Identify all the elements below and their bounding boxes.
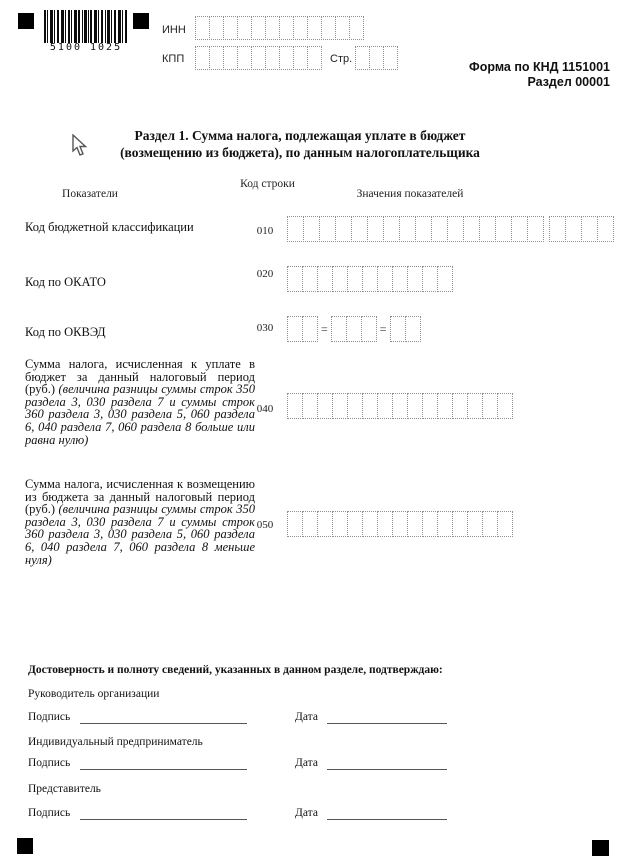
date-line-2[interactable] [327, 769, 447, 770]
cell-group [390, 316, 421, 342]
digit-cell[interactable] [209, 46, 224, 70]
digit-cell[interactable] [265, 46, 280, 70]
row-label-okved: Код по ОКВЭД [25, 325, 106, 339]
digit-cell[interactable] [303, 216, 320, 242]
registration-mark-bottom-right [592, 840, 609, 856]
digit-cell[interactable] [251, 16, 266, 40]
digit-cell[interactable] [293, 16, 308, 40]
column-header-indicators: Показатели [62, 188, 118, 200]
form-number [469, 60, 610, 90]
column-header-values: Значения показателей [356, 188, 464, 200]
cell-group [355, 46, 398, 70]
digit-cell[interactable] [317, 393, 333, 419]
cell-group [287, 511, 513, 537]
digit-cell[interactable] [422, 393, 438, 419]
digit-cell[interactable] [463, 216, 480, 242]
digit-cell[interactable] [287, 216, 304, 242]
digit-cell[interactable] [287, 266, 303, 292]
digit-cell[interactable] [581, 216, 598, 242]
digit-cell[interactable] [407, 511, 423, 537]
cell-group [195, 16, 364, 40]
kpp-label: КПП [162, 53, 185, 65]
form-knd-line: Форма по КНД 1151001 [469, 60, 610, 74]
signature-line-2[interactable] [80, 769, 247, 770]
digit-cell[interactable] [565, 216, 582, 242]
digit-cell[interactable] [321, 16, 336, 40]
registration-mark-top-left [18, 13, 34, 29]
digit-cell[interactable] [399, 216, 416, 242]
signature-label-3: Подпись [28, 807, 71, 819]
digit-cell[interactable] [383, 216, 400, 242]
cell-group-separator: = [379, 321, 387, 336]
digit-cell[interactable] [407, 266, 423, 292]
signer-head-of-organization: Руководитель организации [28, 688, 160, 700]
registration-mark-bottom-left [17, 838, 33, 854]
cell-group-separator: = [321, 321, 328, 336]
section-title-line2: (возмещению из бюджета), по данным налогоплательщика [120, 145, 480, 160]
digit-cell[interactable] [467, 393, 483, 419]
registration-mark-top-inner [133, 13, 149, 29]
digit-cell[interactable] [369, 46, 384, 70]
row-code-020: 020 [256, 268, 274, 280]
inn-label: ИНН [162, 24, 186, 36]
field-kbk[interactable] [287, 216, 614, 242]
column-header-line-code: Код строки [240, 178, 295, 190]
digit-cell[interactable] [347, 511, 363, 537]
digit-cell[interactable] [437, 393, 453, 419]
field-okato[interactable] [287, 266, 453, 292]
digit-cell[interactable] [287, 316, 303, 342]
digit-cell[interactable] [347, 266, 363, 292]
page-number-field[interactable] [355, 46, 398, 70]
digit-cell[interactable] [302, 393, 318, 419]
signature-label-2: Подпись [28, 757, 71, 769]
row-code-030: 030 [256, 322, 274, 334]
signature-line-1[interactable] [80, 723, 247, 724]
digit-cell[interactable] [495, 216, 512, 242]
cell-group [287, 266, 453, 292]
digit-cell[interactable] [307, 16, 322, 40]
digit-cell[interactable] [422, 511, 438, 537]
form-section-line: Раздел 00001 [527, 75, 610, 89]
digit-cell[interactable] [293, 46, 308, 70]
digit-cell[interactable] [467, 511, 483, 537]
date-label-1: Дата [295, 711, 318, 723]
digit-cell[interactable] [331, 316, 347, 342]
cell-group [195, 46, 322, 70]
date-label-3: Дата [295, 807, 318, 819]
digit-cell[interactable] [422, 266, 438, 292]
field-okved[interactable] [287, 316, 421, 342]
digit-cell[interactable] [407, 393, 423, 419]
digit-cell[interactable] [223, 16, 238, 40]
digit-cell[interactable] [287, 393, 303, 419]
digit-cell[interactable] [349, 16, 364, 40]
digit-cell[interactable] [452, 511, 468, 537]
digit-cell[interactable] [332, 393, 348, 419]
digit-cell[interactable] [332, 266, 348, 292]
digit-cell[interactable] [279, 16, 294, 40]
digit-cell[interactable] [237, 16, 252, 40]
digit-cell[interactable] [497, 511, 513, 537]
digit-cell[interactable] [362, 511, 378, 537]
digit-cell[interactable] [415, 216, 432, 242]
section-title-line1: Раздел 1. Сумма налога, подлежащая уплате в бюджет [134, 128, 466, 143]
digit-cell[interactable] [431, 216, 448, 242]
digit-cell[interactable] [287, 511, 303, 537]
digit-cell[interactable] [447, 216, 464, 242]
field-tax-refund[interactable] [287, 511, 513, 537]
section-title [0, 127, 600, 161]
digit-cell[interactable] [361, 316, 377, 342]
digit-cell[interactable] [497, 393, 513, 419]
digit-cell[interactable] [351, 216, 368, 242]
digit-cell[interactable] [195, 46, 210, 70]
digit-cell[interactable] [597, 216, 614, 242]
digit-cell[interactable] [452, 393, 468, 419]
digit-cell[interactable] [265, 16, 280, 40]
cell-group [287, 316, 318, 342]
signer-individual-entrepreneur: Индивидуальный предприниматель [28, 736, 203, 748]
row-label-tax-payable: Сумма налога, исчисленная к уплате в бюджет за данный налоговый период (руб.) (величина разницы суммы строк 350 раздела 3, 030 раздела 7 и суммы строк 360 раздела 3, 030 раздела 5, 060 раздела 6, 040 раздела 7, 060 раздела 8 больше или равна нулю) [25, 357, 255, 447]
signature-label-1: Подпись [28, 711, 71, 723]
digit-cell[interactable] [405, 316, 421, 342]
digit-cell[interactable] [362, 393, 378, 419]
digit-cell[interactable] [377, 266, 393, 292]
signature-line-3[interactable] [80, 819, 247, 820]
signer-representative: Представитель [28, 783, 101, 795]
digit-cell[interactable] [335, 216, 352, 242]
row-label-kbk: Код бюджетной классификации [25, 220, 194, 234]
digit-cell[interactable] [335, 16, 350, 40]
digit-cell[interactable] [392, 511, 408, 537]
digit-cell[interactable] [279, 46, 294, 70]
digit-cell[interactable] [367, 216, 384, 242]
digit-cell[interactable] [319, 216, 336, 242]
digit-cell[interactable] [317, 511, 333, 537]
digit-cell[interactable] [302, 266, 318, 292]
digit-cell[interactable] [482, 393, 498, 419]
cell-group [549, 216, 614, 242]
date-label-2: Дата [295, 757, 318, 769]
digit-cell[interactable] [482, 511, 498, 537]
row-code-050: 050 [256, 519, 274, 531]
digit-cell[interactable] [237, 46, 252, 70]
cell-group [287, 216, 544, 242]
cell-group [331, 316, 377, 342]
row-label-okato: Код по ОКАТО [25, 275, 106, 289]
digit-cell[interactable] [195, 16, 210, 40]
barcode [44, 10, 128, 43]
row-code-010: 010 [256, 225, 274, 237]
digit-cell[interactable] [549, 216, 566, 242]
digit-cell[interactable] [437, 511, 453, 537]
field-tax-payable[interactable] [287, 393, 513, 419]
digit-cell[interactable] [362, 266, 378, 292]
digit-cell[interactable] [479, 216, 496, 242]
digit-cell[interactable] [511, 216, 528, 242]
date-line-3[interactable] [327, 819, 447, 820]
digit-cell[interactable] [251, 46, 266, 70]
digit-cell[interactable] [223, 46, 238, 70]
page-number-label: Стр. [330, 53, 353, 65]
digit-cell[interactable] [377, 393, 393, 419]
cell-group [287, 393, 513, 419]
digit-cell[interactable] [209, 16, 224, 40]
digit-cell[interactable] [390, 316, 406, 342]
digit-cell[interactable] [383, 46, 398, 70]
inn-field[interactable] [195, 16, 364, 40]
digit-cell[interactable] [392, 393, 408, 419]
date-line-1[interactable] [327, 723, 447, 724]
row-code-040: 040 [256, 403, 274, 415]
digit-cell[interactable] [347, 393, 363, 419]
digit-cell[interactable] [437, 266, 453, 292]
kpp-field[interactable] [195, 46, 322, 70]
digit-cell[interactable] [302, 316, 318, 342]
confirmation-statement: Достоверность и полноту сведений, указанных в данном разделе, подтверждаю: [28, 664, 443, 676]
digit-cell[interactable] [527, 216, 544, 242]
digit-cell[interactable] [392, 266, 408, 292]
digit-cell[interactable] [307, 46, 322, 70]
digit-cell[interactable] [317, 266, 333, 292]
digit-cell[interactable] [332, 511, 348, 537]
digit-cell[interactable] [346, 316, 362, 342]
digit-cell[interactable] [355, 46, 370, 70]
digit-cell[interactable] [377, 511, 393, 537]
digit-cell[interactable] [302, 511, 318, 537]
row-label-tax-refund: Сумма налога, исчисленная к возмещению из бюджета за данный налоговый период (руб.) (величина разницы суммы строк 350 раздела 3, 030 раздела 7 и суммы строк 360 раздела 3, 030 раздела 5, 060 раздела 6, 040 раздела 7, 060 раздела 8 меньше нуля) [25, 477, 255, 567]
barcode-digits: 5100 1025 [49, 42, 123, 53]
